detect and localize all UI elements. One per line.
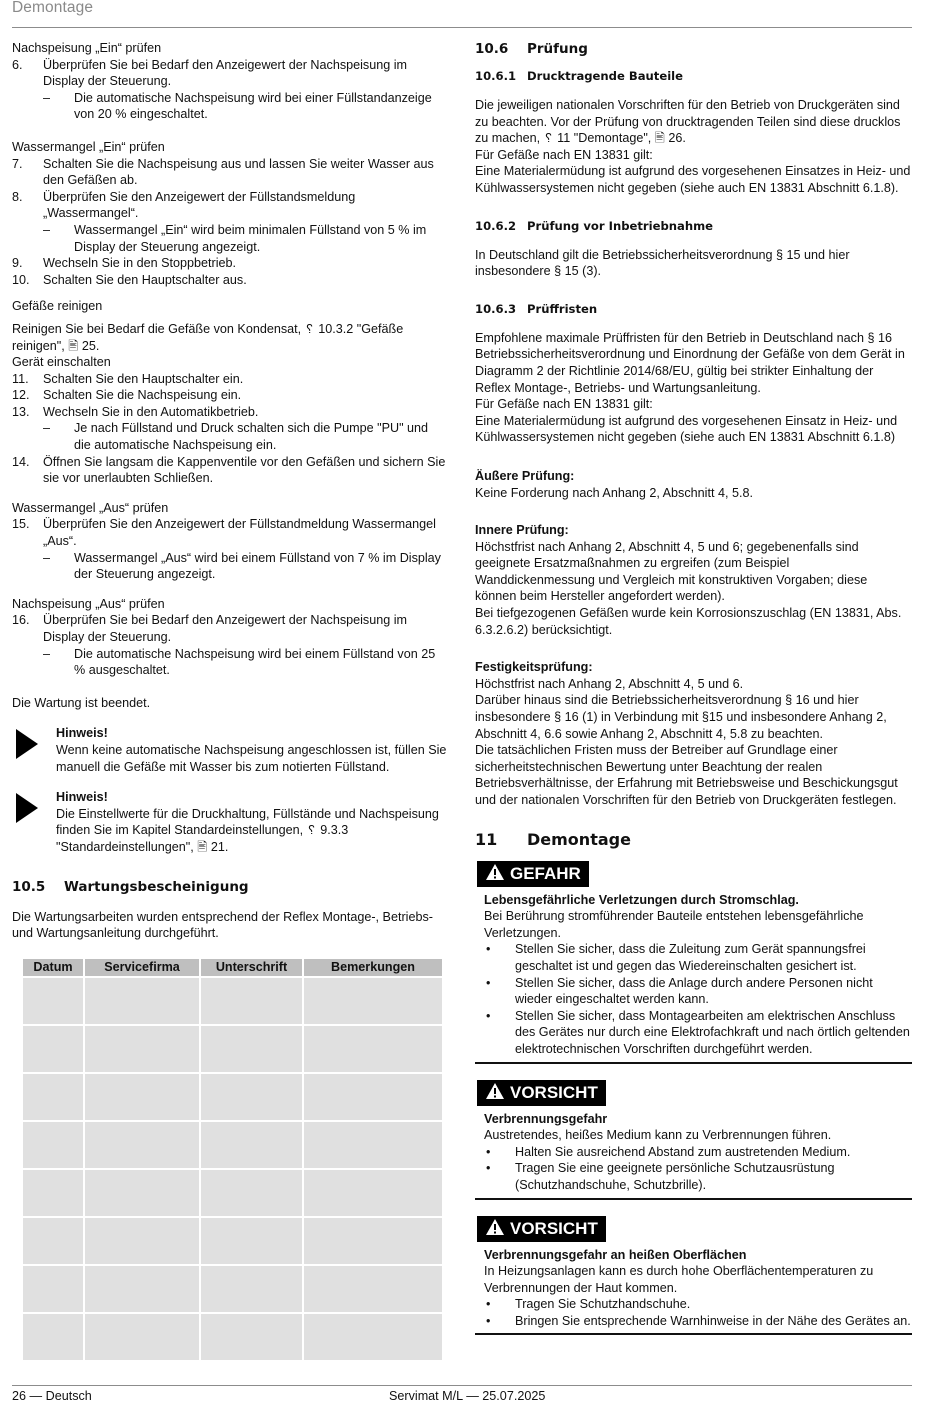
note-arrow-icon [16,793,38,823]
table-header-row [23,959,442,976]
section-number: 10.5 [12,878,46,895]
maintenance-table [21,957,444,1362]
table-cell[interactable] [85,1122,199,1168]
table-cell[interactable] [201,1266,302,1312]
table-cell[interactable] [304,1170,442,1216]
table-cell[interactable] [85,1314,199,1360]
table-cell[interactable] [23,1170,83,1216]
group-title: Wassermangel „Aus“ prüfen [12,500,169,515]
chapter-number: 11 [475,829,498,849]
maintenance-done-text: Die Wartung ist beendet. [12,695,151,710]
footer-page-number: 26 — Deutsch [12,1389,92,1403]
warning-block-danger [475,861,912,1064]
footer-document-info: Servimat M/L — 25.07.2025 [389,1389,546,1403]
step-text: Schalten Sie den Hauptschalter aus. [43,272,247,287]
step-9 [12,255,448,272]
section-number: 10.6.3 [475,301,517,316]
step-15 [12,516,448,549]
group-title: Gerät einschalten [12,355,111,370]
paragraph: In Deutschland gilt die Betriebssicherheitsverordnung § 15 und hier insbesondere § 15 (3). [475,247,850,279]
section-number: 10.6 [475,41,509,57]
paragraph: Bei tiefgezogenen Gefäßen wurde kein Korrosionszuschlag (EN 13831, Abs. 6.3.2.6.2) berücksichtigt. [475,606,902,637]
running-header-title: Demontage [12,0,94,16]
bullet-marker: • [486,1144,491,1159]
certificate-text: Die Wartungsarbeiten wurden entsprechend der Reflex Montage-, Betriebs- und Wartungsanleitung durchgeführt. [12,909,433,941]
section-title: Wartungsbescheinigung [64,878,249,895]
table-cell[interactable] [85,1266,199,1312]
table-cell[interactable] [304,978,442,1024]
result-text: Je nach Füllstand und Druck schalten sich die Pumpe "PU" und die automatische Nachspeisung ein. [74,421,429,453]
step-number: 10. [12,272,30,287]
list-item [484,1160,912,1193]
list-item-text: Bringen Sie entsprechende Warnhinweise in der Nähe des Gerätes an. [515,1313,911,1328]
step-13-result [12,420,448,453]
bullet-marker: • [486,1161,491,1176]
section-number: 10.6.1 [475,69,517,83]
bullet-marker: • [486,1008,491,1023]
column-header-service-company: Servicefirma [85,959,199,976]
paragraph: Darüber hinaus sind die Betriebssicherheitsverordnung § 16 und hier insbesondere § 16 (1) in Verbindung mit §15 und insbesondere Anhang 2, Abschnitt 4, 6.6 sowie Anhang 2, Abschnitt 4, 5.8 zu beachten. [475,693,887,741]
table-cell[interactable] [201,1218,302,1264]
list-item [484,975,912,1008]
table-cell[interactable] [201,1170,302,1216]
list-item [484,1144,912,1161]
section-number: 10.6.2 [475,218,517,233]
table-row [23,1026,442,1072]
warning-text: Bei Berührung stromführender Bauteile entstehen lebensgefährliche Verletzungen. [484,909,864,940]
left-column [12,40,448,1362]
step-number: 14. [12,454,30,469]
list-item [484,941,912,974]
table-cell[interactable] [201,1122,302,1168]
warning-body [475,1247,912,1330]
table-cell[interactable] [201,978,302,1024]
warning-title: Lebensgefährliche Verletzungen durch Stromschlag. [484,892,799,907]
step-6-result [12,90,448,123]
table-cell[interactable] [23,1314,83,1360]
subheading-outer-inspection: Äußere Prüfung: [475,468,575,483]
step-text: Wechseln Sie in den Automatikbetrieb. [43,404,259,419]
step-text: Überprüfen Sie bei Bedarf den Anzeigewert der Nachspeisung im Display der Steuerung. [43,57,408,89]
list-item [484,1296,912,1313]
section-title: Prüfung [527,41,588,57]
dash-marker: – [43,421,51,436]
result-text: Wassermangel „Aus“ wird bei einem Füllstand von 7 % im Display der Steuerung angezeigt. [74,550,441,582]
dash-marker: – [43,550,51,565]
table-cell[interactable] [85,1026,199,1072]
bullet-marker: • [486,975,491,990]
paragraph: Eine Materialermüdung ist aufgrund des vorgesehenen Einsatzes in Heiz- und Kühlwassersystemen nicht gegeben (siehe auch EN 13831 Abschnitt 6.1.8). [475,164,911,195]
table-cell[interactable] [304,1026,442,1072]
step-number: 13. [12,404,30,419]
list-item-text: Halten Sie ausreichend Abstand zum austretenden Medium. [515,1144,851,1159]
subheading-inner-inspection: Innere Prüfung: [475,523,569,538]
group-title: Wassermangel „Ein“ prüfen [12,139,165,154]
step-text: Schalten Sie die Nachspeisung aus und lassen Sie weiter Wasser aus den Gefäßen ab. [43,156,434,188]
section-heading-10-6 [475,40,912,58]
note-arrow-icon [16,729,38,759]
table-cell[interactable] [304,1266,442,1312]
step-text: Wechseln Sie in den Stoppbetrieb. [43,256,236,271]
list-item-text: Tragen Sie Schutzhandschuhe. [515,1297,691,1312]
caution-badge [477,1080,606,1106]
table-row [23,1218,442,1264]
table-row [23,1122,442,1168]
section-heading-10-5 [12,878,448,896]
table-row [23,1314,442,1360]
warning-block-caution [475,1080,912,1200]
step-12 [12,387,448,404]
chapter-heading-11 [475,830,912,850]
column-header-signature: Unterschrift [201,959,302,976]
note-title: Hinweis! [56,790,108,805]
list-item [484,1313,912,1330]
warning-block-caution [475,1216,912,1336]
step-8-result [12,222,448,255]
list-item-text: Stellen Sie sicher, dass die Zuleitung zum Gerät spannungsfrei geschaltet ist und gegen das Wiedereinschalten gesichert ist. [515,942,866,973]
danger-badge [477,861,589,887]
paragraph: Eine Materialermüdung ist aufgrund des vorgesehenen Einsatz in Heiz- und Kühlwassersystemen nicht gegeben (siehe auch EN 13831 Abschnitt 6.1.8) [475,413,898,445]
result-text: Wassermangel „Ein“ wird beim minimalen Füllstand von 5 % im Display der Steuerung angezeigt. [74,222,427,254]
note-box [12,725,448,775]
table-cell[interactable] [23,1266,83,1312]
table-cell[interactable] [304,1218,442,1264]
table-cell[interactable] [23,1122,83,1168]
table-row [23,1266,442,1312]
header-divider [12,27,912,28]
dash-marker: – [43,646,51,661]
paragraph: Empfohlene maximale Prüffristen für den Betrieb in Deutschland nach § 16 Betriebssicherheitsverordnung und Einordnung der Gefäße von dem Gerät in Diagramm 2 der Richtlinie 2014/68/EU, gültig bei strikter Einhaltung der Reflex Montage-, Betriebs- und Wartungsanleitung. [475,330,905,395]
bullet-marker: • [486,942,491,957]
warning-text: Austretendes, heißes Medium kann zu Verbrennungen führen. [484,1128,832,1143]
step-number: 9. [12,256,23,271]
warning-triangle-icon [485,1082,505,1100]
paragraph: Höchstfrist nach Anhang 2, Abschnitt 4, 5 und 6; gegebenenfalls sind geeignete Ersatzmaßnahmen zu ergreifen (zum Beispiel Wanddickenmessung und Vergleich mit konstruktiven Vorgaben; diese können beim Hersteller angefordert werden). [475,539,868,604]
section-title: Drucktragende Bauteile [527,69,684,83]
table-cell[interactable] [201,1026,302,1072]
step-14 [12,454,448,487]
step-text: Schalten Sie den Hauptschalter ein. [43,371,244,386]
step-number: 7. [12,156,23,171]
badge-label: VORSICHT [510,1218,598,1238]
warning-text: In Heizungsanlagen kann es durch hohe Oberflächentemperaturen zu Verbrennungen der Haut kommen. [484,1264,874,1295]
section-heading-10-6-2 [475,218,912,234]
paragraph: Für Gefäße nach EN 13831 gilt: [475,147,653,162]
table-cell[interactable] [85,1074,199,1120]
subheading-strength-test: Festigkeitsprüfung: [475,660,593,675]
paragraph: Die jeweiligen nationalen Vorschriften für den Betrieb von Druckgeräten sind zu beachten. Vor der Prüfung von drucktragenden Teilen sind diese drucklos zu machen, ␦ 11 "Demontage", 🖹 26. [475,98,901,146]
section-heading-10-6-1 [475,68,912,84]
step-8 [12,189,448,222]
step-number: 15. [12,517,30,532]
warning-body [475,892,912,1058]
result-text: Die automatische Nachspeisung wird bei einer Füllstandanzeige von 20 % eingeschaltet. [74,90,432,122]
step-text: Überprüfen Sie den Anzeigewert der Füllstandmeldung Wassermangel „Aus“. [43,517,436,549]
warning-title: Verbrennungsgefahr an heißen Oberflächen [484,1247,747,1262]
badge-label: GEFAHR [510,863,581,883]
note-title: Hinweis! [56,726,108,741]
list-item-text: Tragen Sie eine geeignete persönliche Schutzausrüstung (Schutzhandschuhe, Schutzbrille). [515,1161,835,1192]
step-number: 8. [12,189,23,204]
footer-divider [12,1385,912,1386]
table-cell[interactable] [23,978,83,1024]
step-16 [12,612,448,645]
clean-vessels-text: Reinigen Sie bei Bedarf die Gefäße von Kondensat, ␦ 10.3.2 "Gefäße reinigen", 🖹 25. [12,321,404,353]
step-text: Schalten Sie die Nachspeisung ein. [43,388,242,403]
group-title: Gefäße reinigen [12,299,103,314]
chapter-title: Demontage [527,829,631,849]
table-cell[interactable] [201,1314,302,1360]
step-11 [12,371,448,388]
section-heading-10-6-3 [475,301,912,317]
step-text: Überprüfen Sie den Anzeigewert der Füllstandsmeldung „Wassermangel“. [43,189,356,221]
table-row [23,1074,442,1120]
paragraph: Höchstfrist nach Anhang 2, Abschnitt 4, 5 und 6. [475,676,744,691]
list-item-text: Stellen Sie sicher, dass Montagearbeiten am elektrischen Anschluss des Gerätes nur durch eine Elektrofachkraft und nach örtlich geltenden elektrotechnischen Vorschriften durchgeführt werden. [515,1008,910,1056]
table-cell[interactable] [23,1026,83,1072]
dash-marker: – [43,222,51,237]
section-title: Prüfung vor Inbetriebnahme [527,218,714,233]
bullet-marker: • [486,1297,491,1312]
step-13 [12,404,448,421]
table-row [23,1170,442,1216]
badge-label: VORSICHT [510,1082,598,1102]
dash-marker: – [43,90,51,105]
step-16-result [12,646,448,679]
group-title: Nachspeisung „Aus“ prüfen [12,596,165,611]
table-cell[interactable] [304,1314,442,1360]
step-number: 6. [12,57,23,72]
note-text: Wenn keine automatische Nachspeisung angeschlossen ist, füllen Sie manuell die Gefäße mit Wasser bis zum notierten Füllstand. [56,742,447,774]
paragraph: Für Gefäße nach EN 13831 gilt: [475,397,653,412]
step-text: Öffnen Sie langsam die Kappenventile vor den Gefäßen und sichern Sie sie vor unerlaubten Schließen. [43,454,446,486]
bullet-marker: • [486,1313,491,1328]
group-title: Nachspeisung „Ein“ prüfen [12,41,162,55]
table-cell[interactable] [201,1074,302,1120]
right-column [475,40,912,1335]
paragraph: Keine Forderung nach Anhang 2, Abschnitt 4, 5.8. [475,485,753,500]
table-cell[interactable] [85,978,199,1024]
step-15-result [12,550,448,583]
list-item-text: Stellen Sie sicher, dass die Anlage durch andere Personen nicht wieder eingeschaltet werden kann. [515,975,873,1007]
list-item [484,1008,912,1058]
table-cell[interactable] [304,1122,442,1168]
table-cell[interactable] [85,1170,199,1216]
paragraph: Die tatsächlichen Fristen muss der Betreiber auf Grundlage einer sicherheitstechnischen Bewertung unter Beachtung der realen Betriebsverhältnisse, der Erfahrung mit Betriebsweise und Beschickungsgut und der nationalen Vorschriften für den Betrieb von Druckgeräten festlegen. [475,743,898,807]
step-number: 16. [12,613,30,628]
step-text: Überprüfen Sie bei Bedarf den Anzeigewert der Nachspeisung im Display der Steuerung. [43,613,408,644]
step-6 [12,57,448,90]
step-number: 12. [12,388,30,403]
table-cell[interactable] [23,1074,83,1120]
warning-triangle-icon [485,1218,505,1236]
column-header-remarks: Bemerkungen [304,959,442,976]
warning-body [475,1111,912,1194]
table-cell[interactable] [85,1218,199,1264]
step-10 [12,272,448,289]
table-cell[interactable] [304,1074,442,1120]
note-box [12,789,448,855]
warning-title: Verbrennungsgefahr [484,1111,608,1126]
caution-badge [477,1216,606,1242]
result-text: Die automatische Nachspeisung wird bei einem Füllstand von 25 % ausgeschaltet. [74,646,436,678]
step-number: 11. [12,371,29,386]
table-row [23,978,442,1024]
table-cell[interactable] [23,1218,83,1264]
column-header-date: Datum [23,959,83,976]
warning-triangle-icon [485,863,505,881]
step-7 [12,156,448,189]
section-title: Prüffristen [527,301,598,316]
note-text: Die Einstellwerte für die Druckhaltung, Füllstände und Nachspeisung finden Sie im Kapitel Standardeinstellungen, ␦ 9.3.3 "Standardeinstellungen", 🖹 21. [56,806,439,854]
